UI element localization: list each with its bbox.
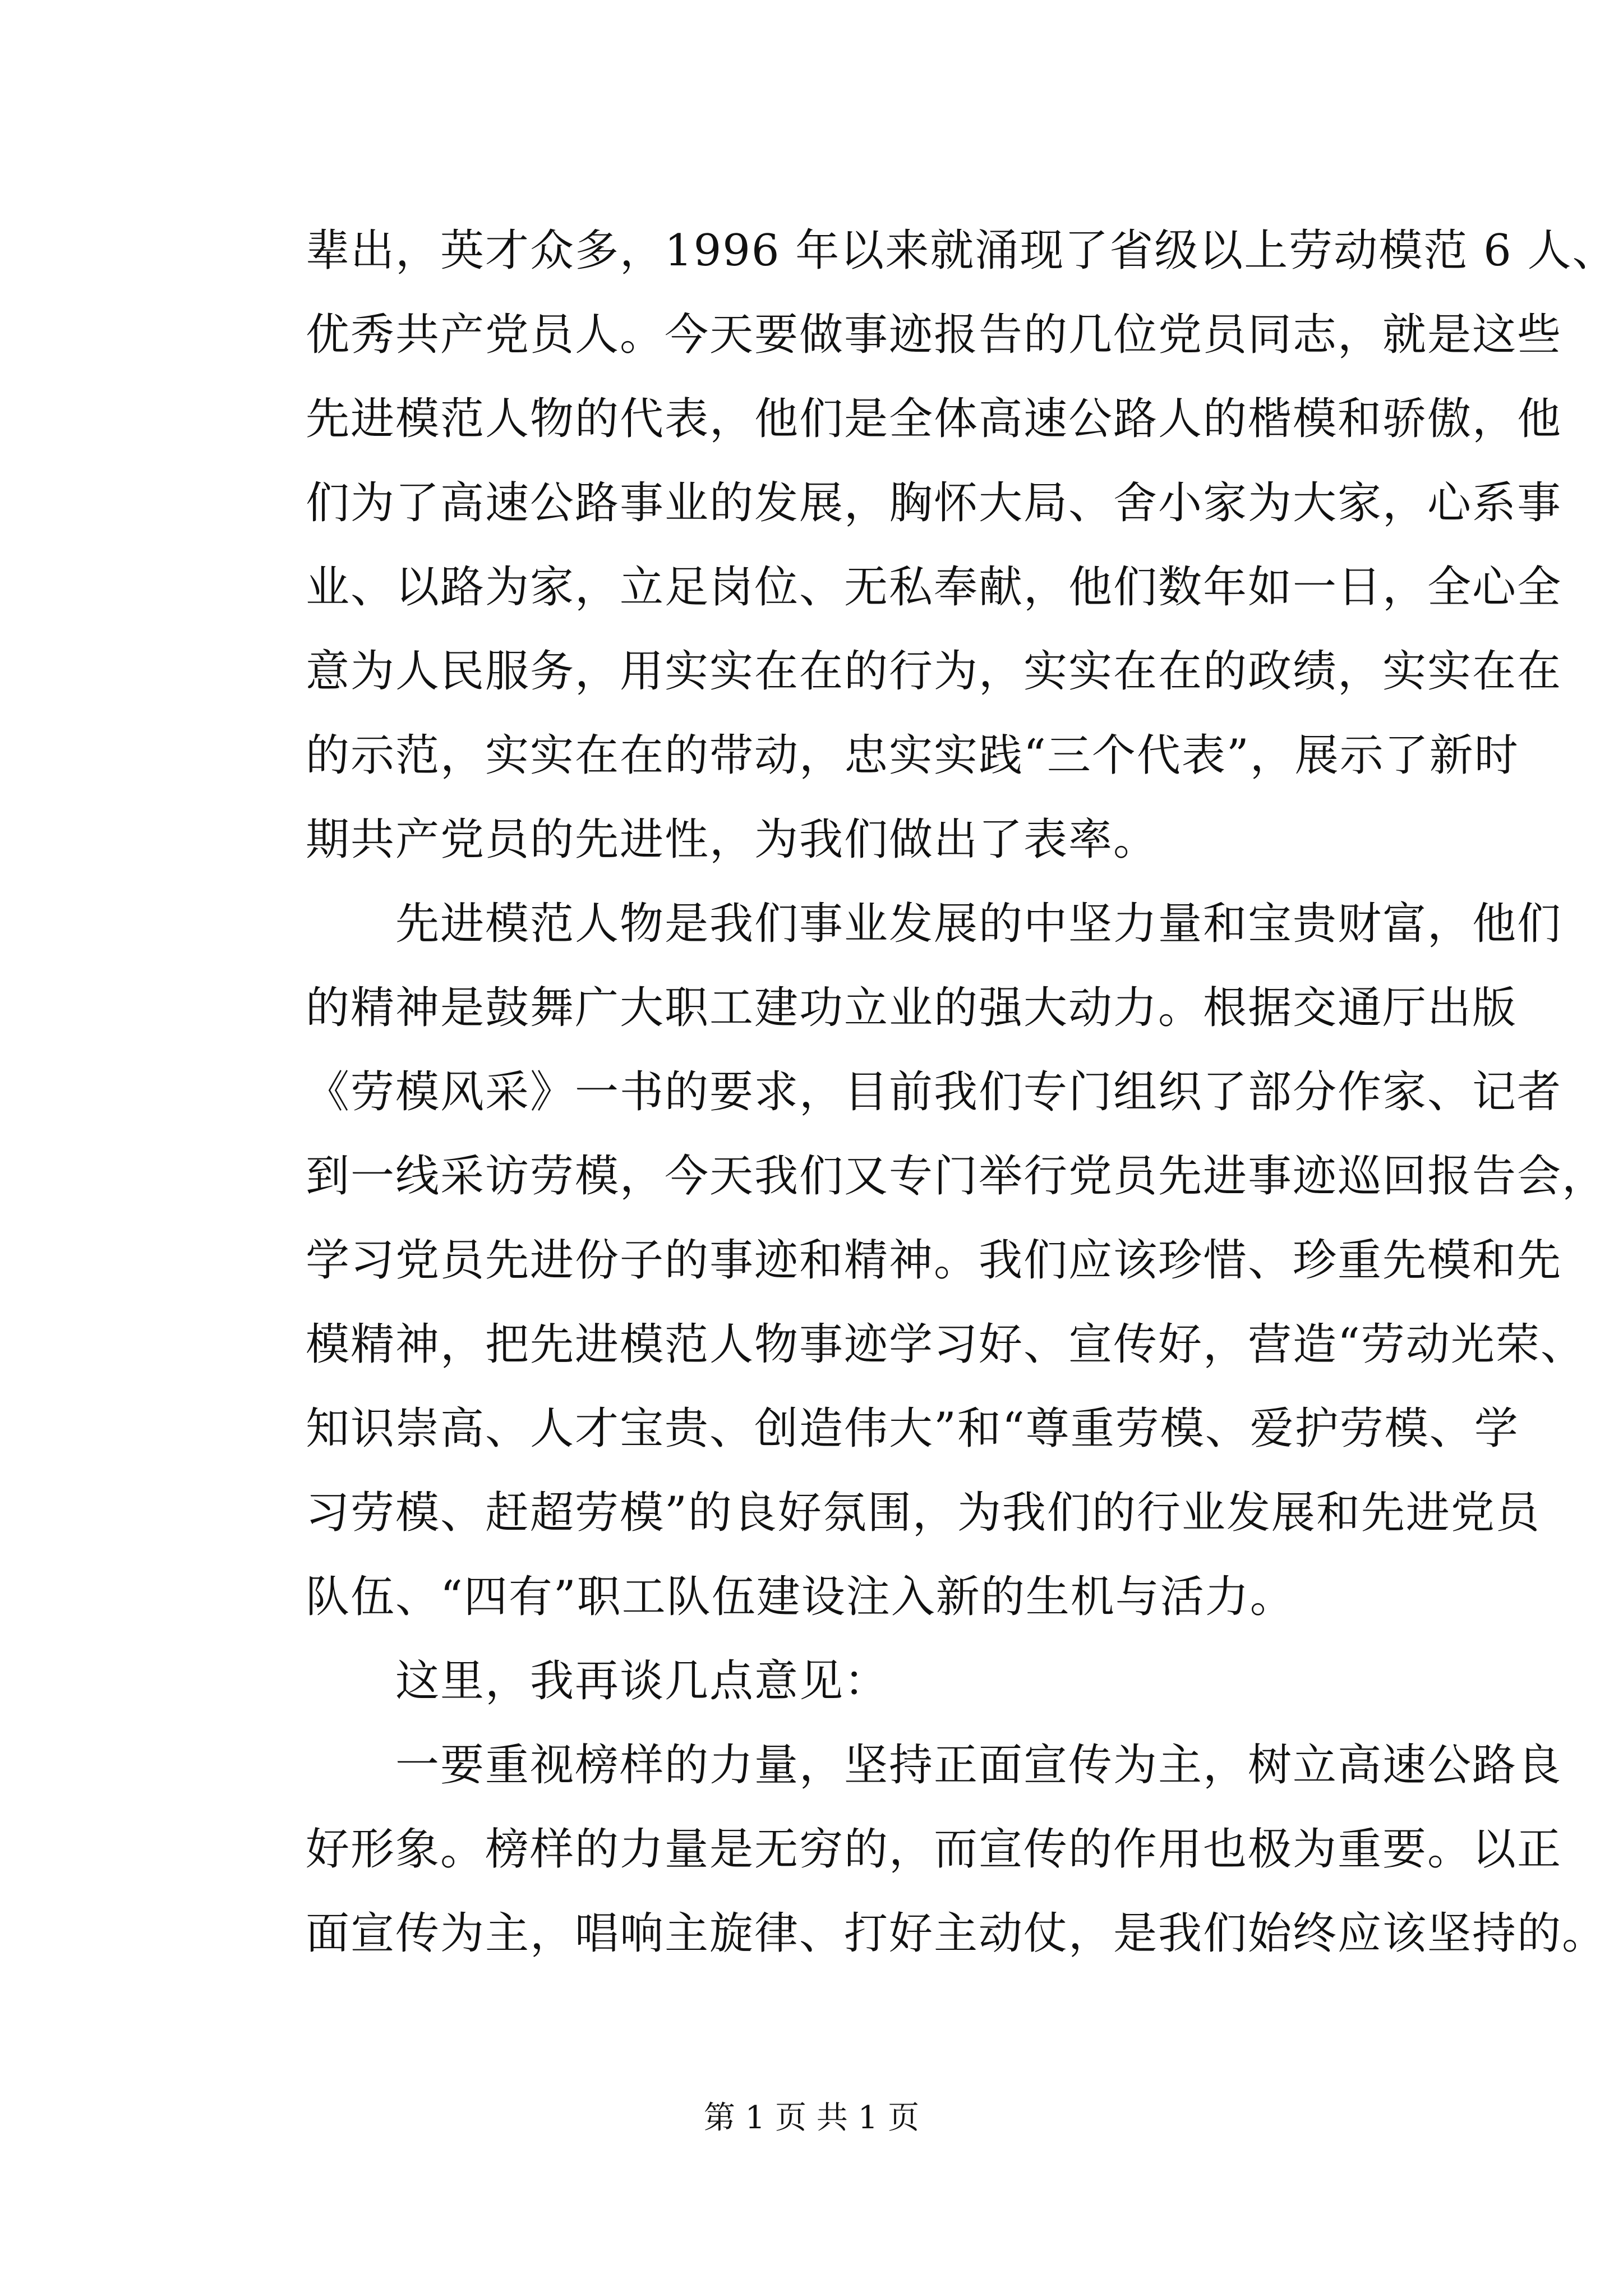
body-line-19: 一要重视榜样的力量，坚持正面宣传为主，树立高速公路良 [306,1740,1562,1791]
body-line-12: 到一线采访劳模，今天我们又专门举行党员先进事迹巡回报告会， [306,1151,1607,1202]
body-line-17: 队伍、“四有”职工队伍建设注入新的生机与活力。 [306,1572,1295,1622]
body-line-21: 面宣传为主，唱响主旋律、打好主动仗，是我们始终应该坚持的。 [306,1908,1607,1959]
body-line-7: 的示范，实实在在的带动，忠实实践“三个代表”，展示了新时 [306,730,1519,781]
body-line-18: 这里，我再谈几点意见： [306,1656,889,1706]
body-line-11: 《劳模风采》一书的要求，目前我们专门组织了部分作家、记者 [306,1067,1562,1117]
body-line-13: 学习党员先进份子的事迹和精神。我们应该珍惜、珍重先模和先 [306,1235,1562,1286]
page-number-footer: 第 1 页 共 1 页 [703,2100,920,2136]
body-line-16: 习劳模、赶超劳模”的良好氛围，为我们的行业发展和先进党员 [306,1488,1541,1538]
body-line-20: 好形象。榜样的力量是无穷的，而宣传的作用也极为重要。以正 [306,1824,1562,1875]
body-line-10: 的精神是鼓舞广大职工建功立业的强大动力。根据交通厅出版 [306,983,1518,1033]
body-line-6: 意为人民服务，用实实在在的行为，实实在在的政绩，实实在在 [306,646,1562,697]
body-line-9: 先进模范人物是我们事业发展的中坚力量和宝贵财富，他们 [306,899,1562,949]
body-line-1: 辈出，英才众多，1996 年以来就涌现了省级以上劳动模范 6 人、 [306,226,1617,276]
body-line-15: 知识崇高、人才宝贵、创造伟大”和“尊重劳模、爱护劳模、学 [306,1404,1519,1454]
body-line-14: 模精神，把先进模范人物事迹学习好、宣传好，营造“劳动光荣、 [306,1319,1585,1370]
body-line-3: 先进模范人物的代表，他们是全体高速公路人的楷模和骄傲，他 [306,394,1562,444]
body-line-5: 业、以路为家，立足岗位、无私奉献，他们数年如一日，全心全 [306,562,1562,613]
body-line-2: 优秀共产党员人。今天要做事迹报告的几位党员同志，就是这些 [306,310,1562,360]
body-line-8: 期共产党员的先进性，为我们做出了表率。 [306,815,1159,865]
body-line-4: 们为了高速公路事业的发展，胸怀大局、舍小家为大家，心系事 [306,478,1562,528]
